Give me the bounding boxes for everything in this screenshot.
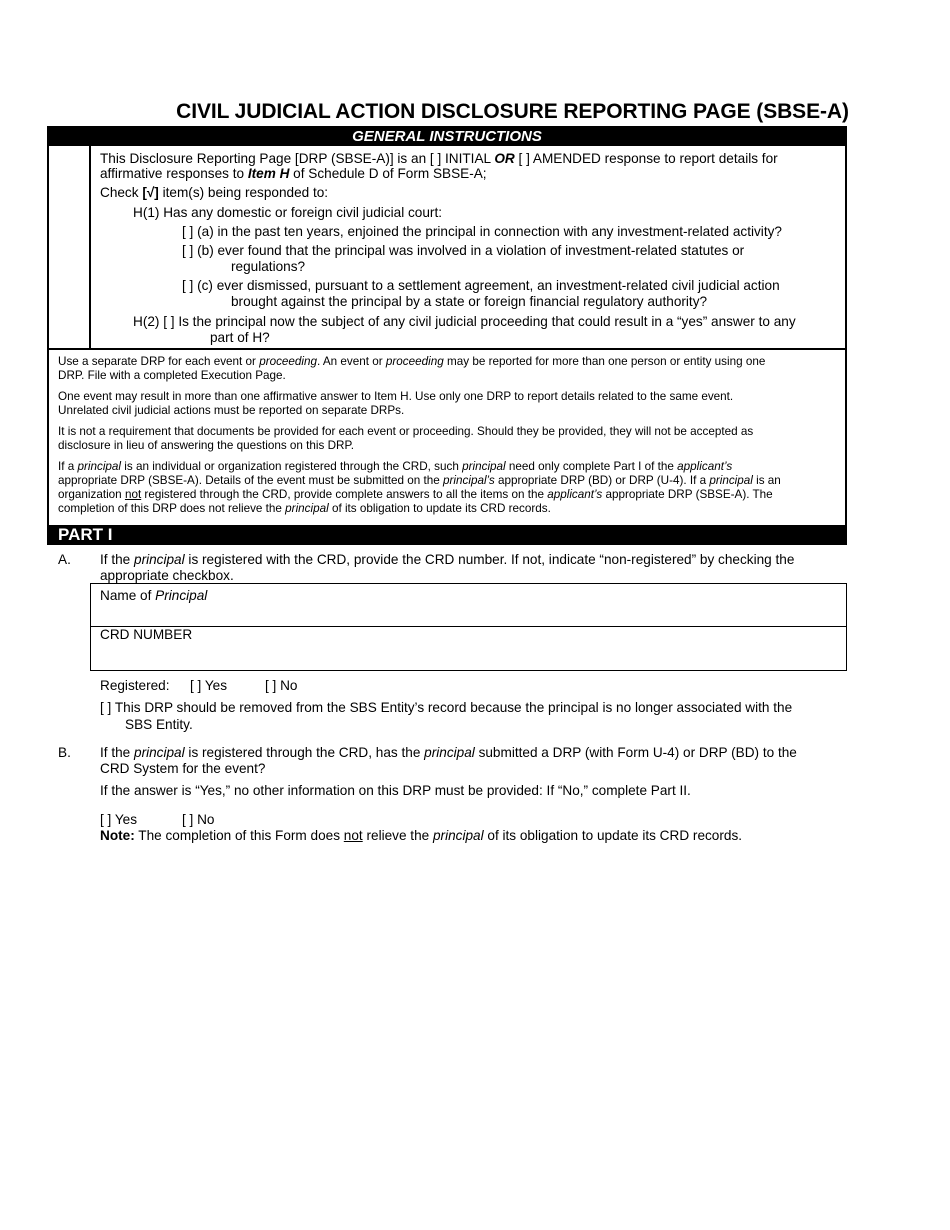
h1c-continuation: brought against the principal by a state or foreign financial regulatory authority? (231, 294, 708, 309)
p4-l2-c: appropriate DRP (BD) or DRP (U-4). If a (494, 474, 710, 487)
p4-l2-a: appropriate DRP (SBSE-A). Details of the event must be submitted on the (58, 474, 444, 487)
b-text-c: is registered through the CRD, has the (184, 745, 425, 760)
h2-checkbox-item[interactable]: H(2) [ ] Is the principal now the subject of any civil judicial proceeding that could result in a “yes” answer to any (133, 314, 796, 329)
general-instructions-box (47, 126, 847, 545)
field-divider (91, 626, 846, 627)
check-instruction (100, 185, 328, 201)
check-mark-icon: [√] (142, 185, 159, 200)
general-instructions-header: GENERAL INSTRUCTIONS (49, 128, 845, 146)
b-no-checkbox[interactable]: [ ] No (182, 812, 215, 827)
p4-l1-e: need only complete Part I of the (505, 460, 678, 473)
intro-line-1 (100, 151, 778, 167)
item-b-question-line-2: CRD System for the event? (100, 761, 266, 776)
instruction-paragraph-4-line-4 (58, 502, 551, 516)
note-text-a: The completion of this Form does (134, 828, 344, 843)
intro-text-d: of Schedule D of Form SBSE-A; (289, 166, 487, 181)
b-text-a: If the (100, 745, 135, 760)
item-a-question-line-2: appropriate checkbox. (100, 568, 234, 583)
p4-l2-b: principal’s (443, 474, 495, 487)
instructions-left-column-rule (89, 146, 91, 348)
p4-l3-c: registered through the CRD, provide complete answers to all the items on the (141, 488, 548, 501)
p4-l2-d: principal (709, 474, 753, 487)
crd-number-field[interactable]: CRD NUMBER (100, 627, 193, 642)
p4-l4-c: of its obligation to update its CRD records. (328, 502, 551, 515)
intro-item-h: Item H (247, 166, 290, 181)
h1c-checkbox-item[interactable]: [ ] (c) ever dismissed, pursuant to a settlement agreement, an investment-related civil judicial action (182, 278, 780, 293)
p4-l4-b: principal (285, 502, 329, 515)
name-label-b: Principal (155, 588, 208, 603)
b-text-d: principal (424, 745, 475, 760)
p1-text-d: proceeding (385, 355, 444, 368)
item-a-question-line-1 (100, 552, 794, 568)
intro-text-b: [ ] AMENDED response to report details for (514, 151, 778, 166)
p4-l3-d: applicant’s (547, 488, 603, 501)
instruction-paragraph-4-line-1 (58, 460, 732, 474)
registered-label: Registered: (100, 678, 170, 693)
check-text-a: Check (100, 185, 143, 200)
note-label: Note: (100, 828, 135, 843)
principal-info-box (90, 583, 847, 671)
b-yes-checkbox[interactable]: [ ] Yes (100, 812, 138, 827)
note-text-e: of its obligation to update its CRD records. (483, 828, 743, 843)
instruction-paragraph-2-line-1: One event may result in more than one affirmative answer to Item H. Use only one DRP to report details related to the same event. (58, 390, 734, 403)
completion-note (100, 828, 742, 844)
registered-yes-checkbox[interactable]: [ ] Yes (190, 678, 228, 693)
h2-continuation: part of H? (210, 330, 270, 345)
instruction-paragraph-3-line-2: disclosure in lieu of answering the questions on this DRP. (58, 439, 355, 452)
a-text-a: If the (100, 552, 135, 567)
p1-text-b: proceeding (259, 355, 318, 368)
instruction-paragraph-2-line-2: Unrelated civil judicial actions must be reported on separate DRPs. (58, 404, 405, 417)
intro-line-2 (100, 166, 487, 182)
name-label-a: Name of (100, 588, 156, 603)
item-b-label: B. (58, 745, 71, 760)
p4-l3-a: organization (58, 488, 125, 501)
p4-l4-a: completion of this DRP does not relieve the (58, 502, 286, 515)
b-text-b: principal (134, 745, 185, 760)
h1a-checkbox-item[interactable]: [ ] (a) in the past ten years, enjoined the principal in connection with any investment-related activity? (182, 224, 782, 239)
instruction-paragraph-1-line-1 (58, 355, 765, 369)
note-text-b: not (343, 828, 363, 843)
item-b-answer-note: If the answer is “Yes,” no other information on this DRP must be provided: If “No,” complete Part II. (100, 783, 691, 798)
item-a-label: A. (58, 552, 71, 567)
p1-text-a: Use a separate DRP for each event or (58, 355, 260, 368)
part-i-header: PART I (49, 525, 845, 545)
page-title: CIVIL JUDICIAL ACTION DISCLOSURE REPORTING PAGE (SBSE-A) (176, 100, 849, 123)
intro-or: OR (494, 151, 515, 166)
h1b-checkbox-item[interactable]: [ ] (b) ever found that the principal was involved in a violation of investment-related statutes or (182, 243, 745, 258)
p4-l1-c: is an individual or organization registered through the CRD, such (121, 460, 463, 473)
p4-l3-e: appropriate DRP (SBSE-A). The (602, 488, 773, 501)
note-text-d: principal (432, 828, 484, 843)
instruction-paragraph-4-line-3 (58, 488, 773, 502)
p4-l3-b: not (124, 488, 142, 501)
instructions-divider (49, 348, 845, 350)
p4-l1-a: If a (58, 460, 78, 473)
intro-text-a: This Disclosure Reporting Page [DRP (SBSE-A)] is an [ ] INITIAL (100, 151, 495, 166)
p1-text-e: may be reported for more than one person or entity using one (443, 355, 766, 368)
p1-text-c: . An event or (317, 355, 386, 368)
a-text-c: is registered with the CRD, provide the CRD number. If not, indicate “non-registered” by checking the (184, 552, 795, 567)
b-text-e: submitted a DRP (with Form U-4) or DRP (BD) to the (474, 745, 797, 760)
h1b-continuation: regulations? (231, 259, 306, 274)
p4-l1-d: principal (462, 460, 506, 473)
note-text-c: relieve the (362, 828, 433, 843)
p4-l2-e: is an (752, 474, 781, 487)
intro-text-c: affirmative responses to (100, 166, 248, 181)
instruction-paragraph-4-line-2 (58, 474, 781, 488)
instruction-paragraph-3-line-1: It is not a requirement that documents be provided for each event or proceeding. Should they be provided, they will not be accepted as (58, 425, 754, 438)
item-b-question-line-1 (100, 745, 797, 761)
check-text-b: item(s) being responded to: (158, 185, 329, 200)
remove-drp-continuation: SBS Entity. (125, 717, 193, 732)
a-text-b: principal (134, 552, 185, 567)
h1-question: H(1) Has any domestic or foreign civil judicial court: (133, 205, 442, 220)
p4-l1-f: applicant’s (677, 460, 733, 473)
principal-name-field[interactable] (100, 588, 207, 604)
registered-no-checkbox[interactable]: [ ] No (265, 678, 298, 693)
remove-drp-checkbox[interactable]: [ ] This DRP should be removed from the SBS Entity’s record because the principal is no longer associated with the (100, 700, 793, 715)
p4-l1-b: principal (77, 460, 122, 473)
instruction-paragraph-1-line-2: DRP. File with a completed Execution Page. (58, 369, 286, 382)
